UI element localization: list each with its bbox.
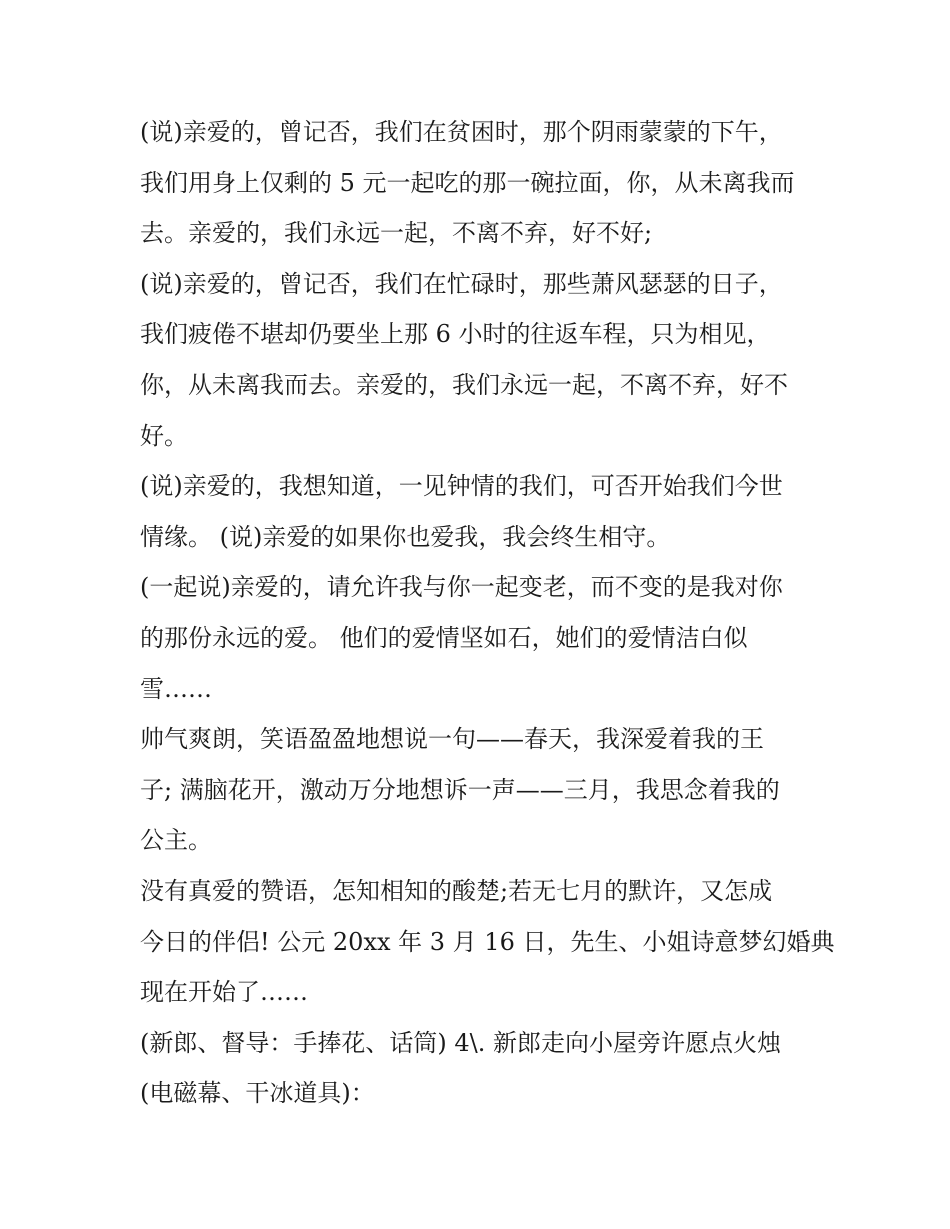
text-line: 你，从未离我而去。亲爱的，我们永远一起，不离不弃，好不 [140,370,788,399]
text-line: 的那份永远的爱。 他们的爱情坚如石，她们的爱情洁白似 [140,623,748,652]
text-line: 好。 [140,421,188,450]
text-line: 公主。 [140,826,212,855]
text-line: (一起说)亲爱的，请允许我与你一起变老，而不变的是我对你 [140,573,783,602]
text-line: 子; 满脑花开，激动万分地想诉一声——三月，我思念着我的 [140,775,780,804]
text-line: (说)亲爱的，我想知道，一见钟情的我们，可否开始我们今世 [140,472,783,501]
text-line: 雪…… [140,674,212,703]
text-line: (电磁幕、干冰道具)： [140,1079,375,1108]
text-line: 去。亲爱的，我们永远一起，不离不弃，好不好; [140,219,653,248]
text-line: 我们疲倦不堪却仍要坐上那 6 小时的往返车程，只为相见， [140,320,771,349]
body-text [140,107,835,1119]
text-line: 帅气爽朗，笑语盈盈地想说一句——春天，我深爱着我的王 [140,725,764,754]
text-line: 我们用身上仅剩的 5 元一起吃的那一碗拉面，你，从未离我而 [140,168,795,197]
text-line: 情缘。 (说)亲爱的如果你也爱我，我会终生相守。 [140,522,671,551]
text-line: 没有真爱的赞语，怎知相知的酸楚;若无七月的默许，又怎成 [140,876,773,905]
text-line: (说)亲爱的，曾记否，我们在忙碌时，那些萧风瑟瑟的日子， [140,269,783,298]
text-line: (说)亲爱的，曾记否，我们在贫困时，那个阴雨蒙蒙的下午， [140,118,783,146]
text-line: 现在开始了…… [140,978,308,1007]
text-line: 今日的伴侣! 公元 20xx 年 3 月 16 日，先生、小姐诗意梦幻婚典 [140,927,835,956]
text-line: (新郎、督导：手捧花、话筒) 4\. 新郎走向小屋旁许愿点火烛 [140,1028,781,1057]
